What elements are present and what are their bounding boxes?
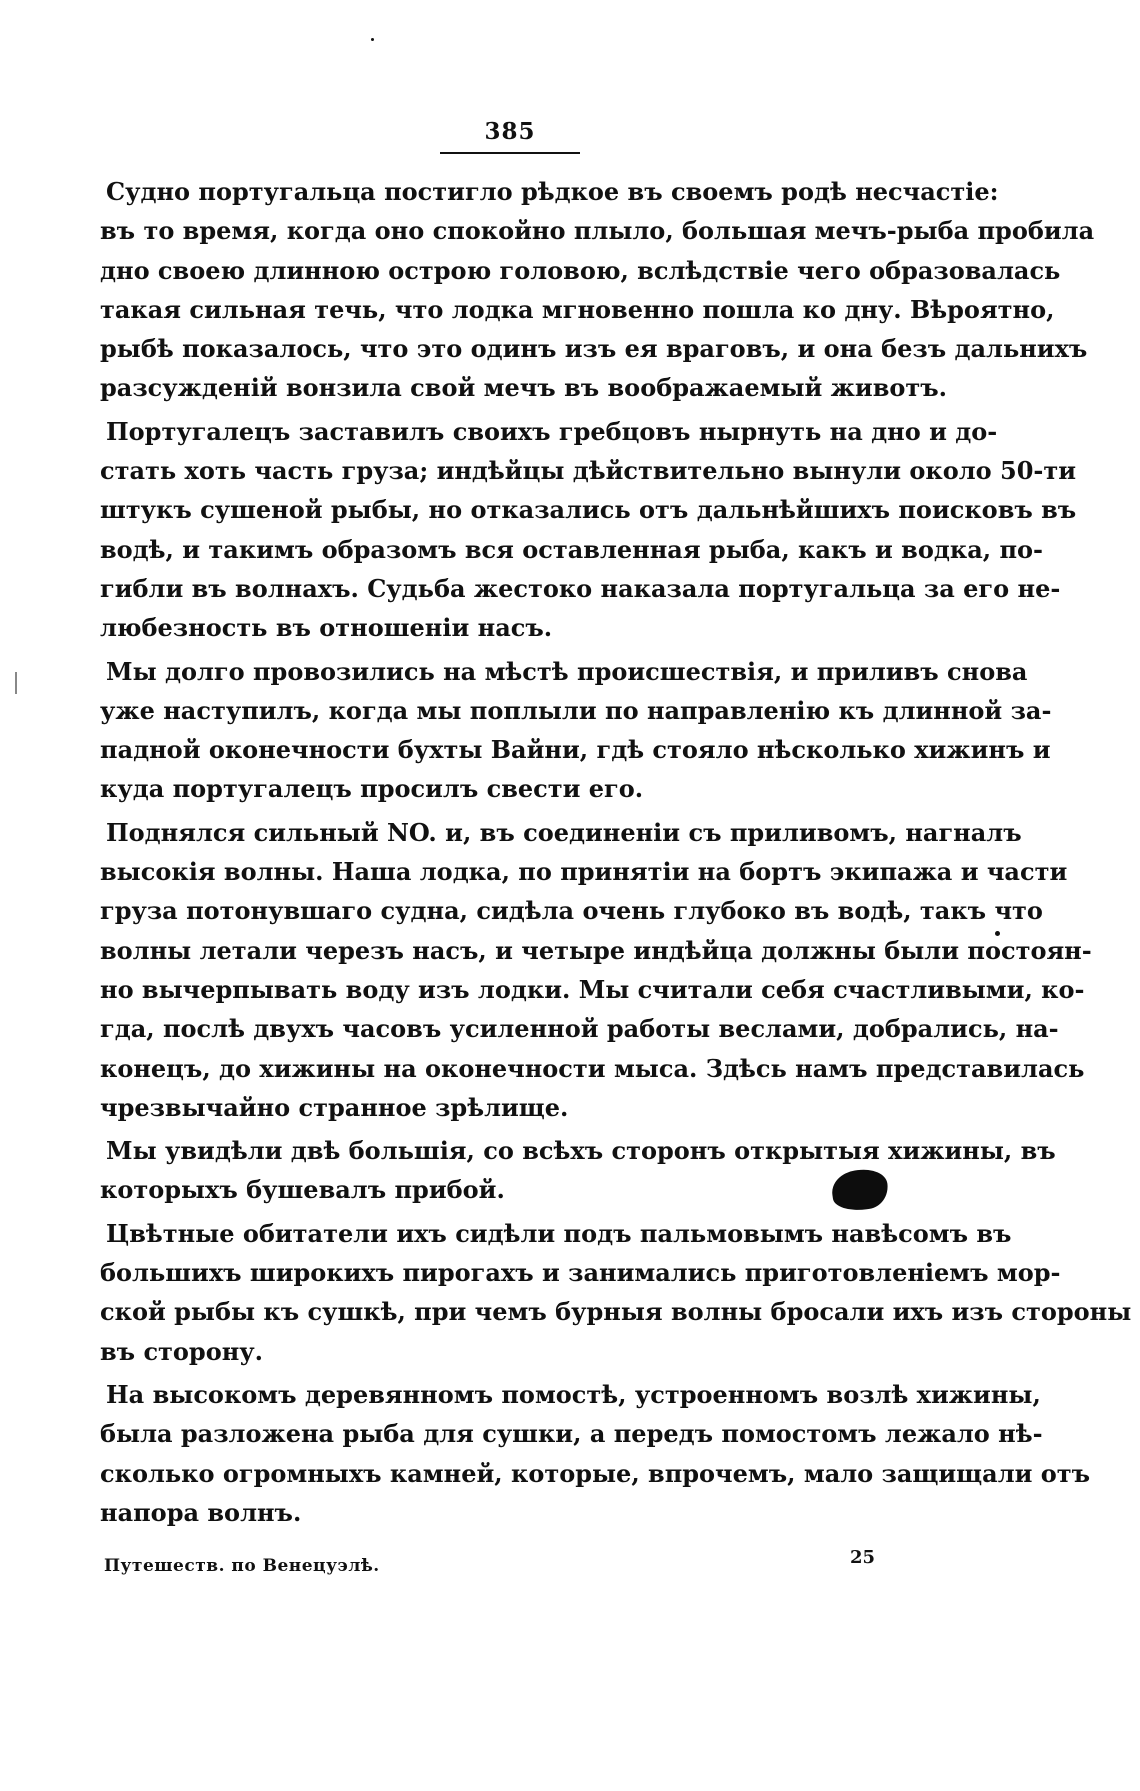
footer-book-title: Путешеств. по Венецуэлѣ.	[104, 1556, 380, 1576]
signature-mark: 25	[850, 1547, 876, 1568]
text-line: На высокомъ деревянномъ помостѣ, устроенномъ возлѣ хижины,	[106, 1379, 1041, 1409]
text-line: гда, послѣ двухъ часовъ усиленной работы веслами, добрались, на-	[100, 1014, 1059, 1044]
text-line: Поднялся сильный NO. и, въ соединеніи съ приливомъ, нагналъ	[106, 817, 1022, 847]
text-line: разсужденій вонзила свой мечъ въ воображаемый животъ.	[100, 373, 948, 403]
text-line: штукъ сушеной рыбы, но отказались отъ дальнѣйшихъ поисковъ въ	[100, 495, 1077, 525]
text-line: Цвѣтные обитатели ихъ сидѣли подъ пальмовымъ навѣсомъ въ	[106, 1218, 1012, 1248]
text-line: напора волнъ.	[100, 1497, 302, 1527]
text-line: Мы увидѣли двѣ большія, со всѣхъ сторонъ открытыя хижины, въ	[106, 1136, 1056, 1166]
text-line: которыхъ бушевалъ прибой.	[100, 1175, 505, 1205]
ink-dot	[995, 931, 1000, 936]
text-line: но вычерпывать воду изъ лодки. Мы считали себя счастливыми, ко-	[100, 974, 1085, 1004]
paragraph	[100, 412, 1077, 648]
text-line: рыбѣ показалось, что это одинъ изъ ея враговъ, и она безъ дальнихъ	[100, 334, 1088, 364]
text-line: была разложена рыба для сушки, а передъ помостомъ лежало нѣ-	[100, 1419, 1043, 1449]
text-line: высокія волны. Наша лодка, по принятіи на бортъ экипажа и части	[100, 857, 1068, 887]
text-line: гибли въ волнахъ. Судьба жестоко наказала португальца за его не-	[100, 573, 1061, 603]
text-line: такая сильная течь, что лодка мгновенно пошла ко дну. Вѣроятно,	[100, 294, 1055, 324]
body-text	[100, 172, 1132, 1532]
text-line: Мы долго провозились на мѣстѣ происшествія, и приливъ снова	[106, 656, 1028, 686]
text-line: волны летали черезъ насъ, и четыре индѣйца должны были постоян-	[100, 935, 1092, 965]
paragraph	[100, 172, 1095, 408]
text-line: большихъ широкихъ пирогахъ и занимались приготовленіемъ мор-	[100, 1258, 1061, 1288]
margin-tick	[15, 672, 17, 694]
text-line: Судно португальца постигло рѣдкое въ своемъ родѣ несчастіе:	[106, 177, 999, 206]
text-line: любезность въ отношеніи насъ.	[100, 613, 553, 643]
text-line: въ сторону.	[100, 1336, 264, 1366]
paragraph	[100, 652, 1052, 809]
paragraph	[100, 1131, 1056, 1210]
text-line: стать хоть часть груза; индѣйцы дѣйствительно вынули около 50-ти	[100, 456, 1077, 486]
text-line: куда португалецъ просилъ свести его.	[100, 774, 644, 804]
text-line: водѣ, и такимъ образомъ вся оставленная рыба, какъ и водка, по-	[100, 534, 1043, 564]
paragraph	[100, 1214, 1132, 1371]
text-line: падной оконечности бухты Вайни, гдѣ стояло нѣсколько хижинъ и	[100, 735, 1051, 765]
text-line: въ то время, когда оно спокойно плыло, большая мечъ-рыба пробила	[100, 216, 1095, 246]
paragraph	[100, 1375, 1091, 1532]
text-line: чрезвычайно странное зрѣлище.	[100, 1092, 569, 1122]
text-line: конецъ, до хижины на оконечности мыса. Здѣсь намъ представилась	[100, 1053, 1085, 1083]
text-line: уже наступилъ, когда мы поплыли по направленію къ длинной за-	[100, 695, 1052, 725]
paragraph	[100, 813, 1092, 1127]
text-line: груза потонувшаго судна, сидѣла очень глубоко въ водѣ, такъ что	[100, 896, 1043, 926]
text-line: дно своею длинною острою головою, вслѣдствіе чего образовалась	[100, 255, 1061, 285]
text-line: сколько огромныхъ камней, которые, впрочемъ, мало защищали отъ	[100, 1458, 1091, 1488]
page-number-underline	[440, 152, 580, 154]
text-line: Португалецъ заставилъ своихъ гребцовъ нырнуть на дно и до-	[106, 416, 998, 446]
text-line: ской рыбы къ сушкѣ, при чемъ бурныя волны бросали ихъ изъ стороны	[100, 1297, 1132, 1327]
ink-speck	[371, 38, 374, 41]
page-number: 385	[484, 118, 536, 145]
